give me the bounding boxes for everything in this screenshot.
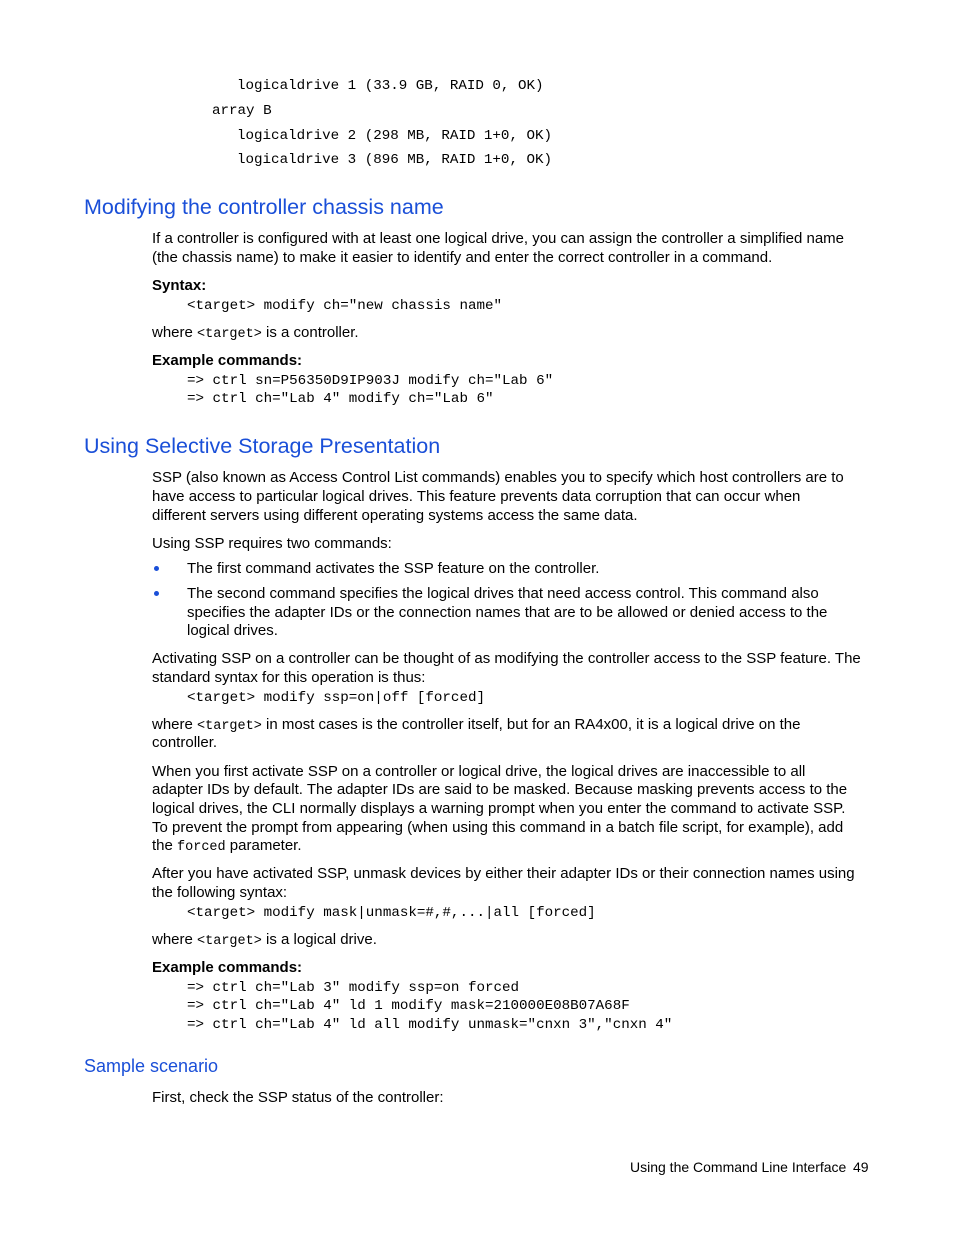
paragraph-line: have access to particular logical drives. This feature prevents data corruption that can occur when bbox=[152, 488, 801, 505]
code-line: logicaldrive 3 (896 MB, RAID 1+0, OK) bbox=[237, 152, 553, 168]
example-command: => ctrl ch="Lab 3" modify ssp=on forced bbox=[187, 980, 520, 996]
footer-title: Using the Command Line Interface bbox=[630, 1159, 847, 1175]
paragraph-line: First, check the SSP status of the controller: bbox=[152, 1089, 444, 1106]
text: where bbox=[152, 931, 198, 948]
inline-code: <target> bbox=[197, 719, 262, 734]
text: parameter. bbox=[225, 837, 302, 854]
paragraph-line: To prevent the prompt from appearing (when using this command in a batch file script, for example), add bbox=[152, 819, 844, 836]
paragraph-line: Activating SSP on a controller can be thought of as modifying the controller access to the SSP feature. The bbox=[152, 650, 861, 667]
bullet-icon bbox=[154, 566, 159, 571]
example-label: Example commands: bbox=[152, 959, 303, 976]
paragraph-line: controller. bbox=[152, 734, 218, 751]
text: where bbox=[152, 324, 198, 341]
paragraph-line: the following syntax: bbox=[152, 884, 288, 901]
syntax-code: <target> modify ch="new chassis name" bbox=[187, 298, 503, 314]
paragraph-line: standard syntax for this operation is thus: bbox=[152, 669, 426, 686]
list-item: specifies the adapter IDs or the connection names that are to be allowed or denied access to the bbox=[187, 604, 828, 621]
bullet-icon bbox=[154, 591, 159, 596]
list-item: The second command specifies the logical drives that need access control. This command also bbox=[187, 585, 819, 602]
page-number: 49 bbox=[853, 1159, 869, 1175]
paragraph-line: logical drives, the CLI normally displays a warning prompt when you enter the command to activate SSP. bbox=[152, 800, 846, 817]
paragraph-line: Using SSP requires two commands: bbox=[152, 535, 392, 552]
inline-code: <target> bbox=[197, 934, 262, 949]
paragraph-line bbox=[152, 715, 800, 736]
syntax-code: <target> modify mask|unmask=#,#,...|all [forced] bbox=[187, 905, 596, 921]
section-heading: Using Selective Storage Presentation bbox=[84, 434, 441, 458]
paragraph-line: SSP (also known as Access Control List commands) enables you to specify which host controllers are to bbox=[152, 469, 844, 486]
list-item: The first command activates the SSP feature on the controller. bbox=[187, 560, 600, 577]
list-item: logical drives. bbox=[187, 622, 278, 639]
example-label: Example commands: bbox=[152, 352, 303, 369]
text: in most cases is the controller itself, but for an RA4x00, it is a logical drive on the bbox=[261, 716, 801, 733]
text: where bbox=[152, 716, 198, 733]
paragraph-line: When you first activate SSP on a controller or logical drive, the logical drives are inaccessible to all bbox=[152, 763, 806, 780]
syntax-label: Syntax: bbox=[152, 277, 207, 294]
example-command: => ctrl ch="Lab 4" ld 1 modify mask=210000E08B07A68F bbox=[187, 998, 630, 1014]
paragraph-line bbox=[152, 836, 302, 857]
code-line: logicaldrive 1 (33.9 GB, RAID 0, OK) bbox=[237, 78, 544, 94]
inline-code: <target> bbox=[197, 327, 262, 342]
text: is a controller. bbox=[261, 324, 359, 341]
example-command: => ctrl sn=P56350D9IP903J modify ch="Lab 6" bbox=[187, 373, 554, 389]
example-command: => ctrl ch="Lab 4" modify ch="Lab 6" bbox=[187, 391, 494, 407]
subsection-heading: Sample scenario bbox=[84, 1056, 219, 1076]
inline-code: forced bbox=[177, 840, 226, 855]
paragraph-line: If a controller is configured with at least one logical drive, you can assign the controller a simplified name bbox=[152, 230, 845, 247]
paragraph-line: After you have activated SSP, unmask devices by either their adapter IDs or their connection names using bbox=[152, 865, 855, 882]
example-command: => ctrl ch="Lab 4" ld all modify unmask="cnxn 3","cnxn 4" bbox=[187, 1017, 673, 1033]
paragraph-line: (the chassis name) to make it easier to identify and enter the correct controller in a command. bbox=[152, 249, 773, 266]
paragraph-line: adapter IDs by default. The adapter IDs are said to be masked. Because masking prevents access to the bbox=[152, 781, 848, 798]
code-line: array B bbox=[212, 103, 272, 119]
section-heading: Modifying the controller chassis name bbox=[84, 195, 444, 219]
text: is a logical drive. bbox=[261, 931, 377, 948]
paragraph-line bbox=[152, 930, 377, 951]
paragraph-line: different servers using different operating systems access the same data. bbox=[152, 507, 638, 524]
text: the bbox=[152, 837, 178, 854]
code-line: logicaldrive 2 (298 MB, RAID 1+0, OK) bbox=[237, 128, 553, 144]
where-line bbox=[152, 323, 359, 344]
syntax-code: <target> modify ssp=on|off [forced] bbox=[187, 690, 485, 706]
